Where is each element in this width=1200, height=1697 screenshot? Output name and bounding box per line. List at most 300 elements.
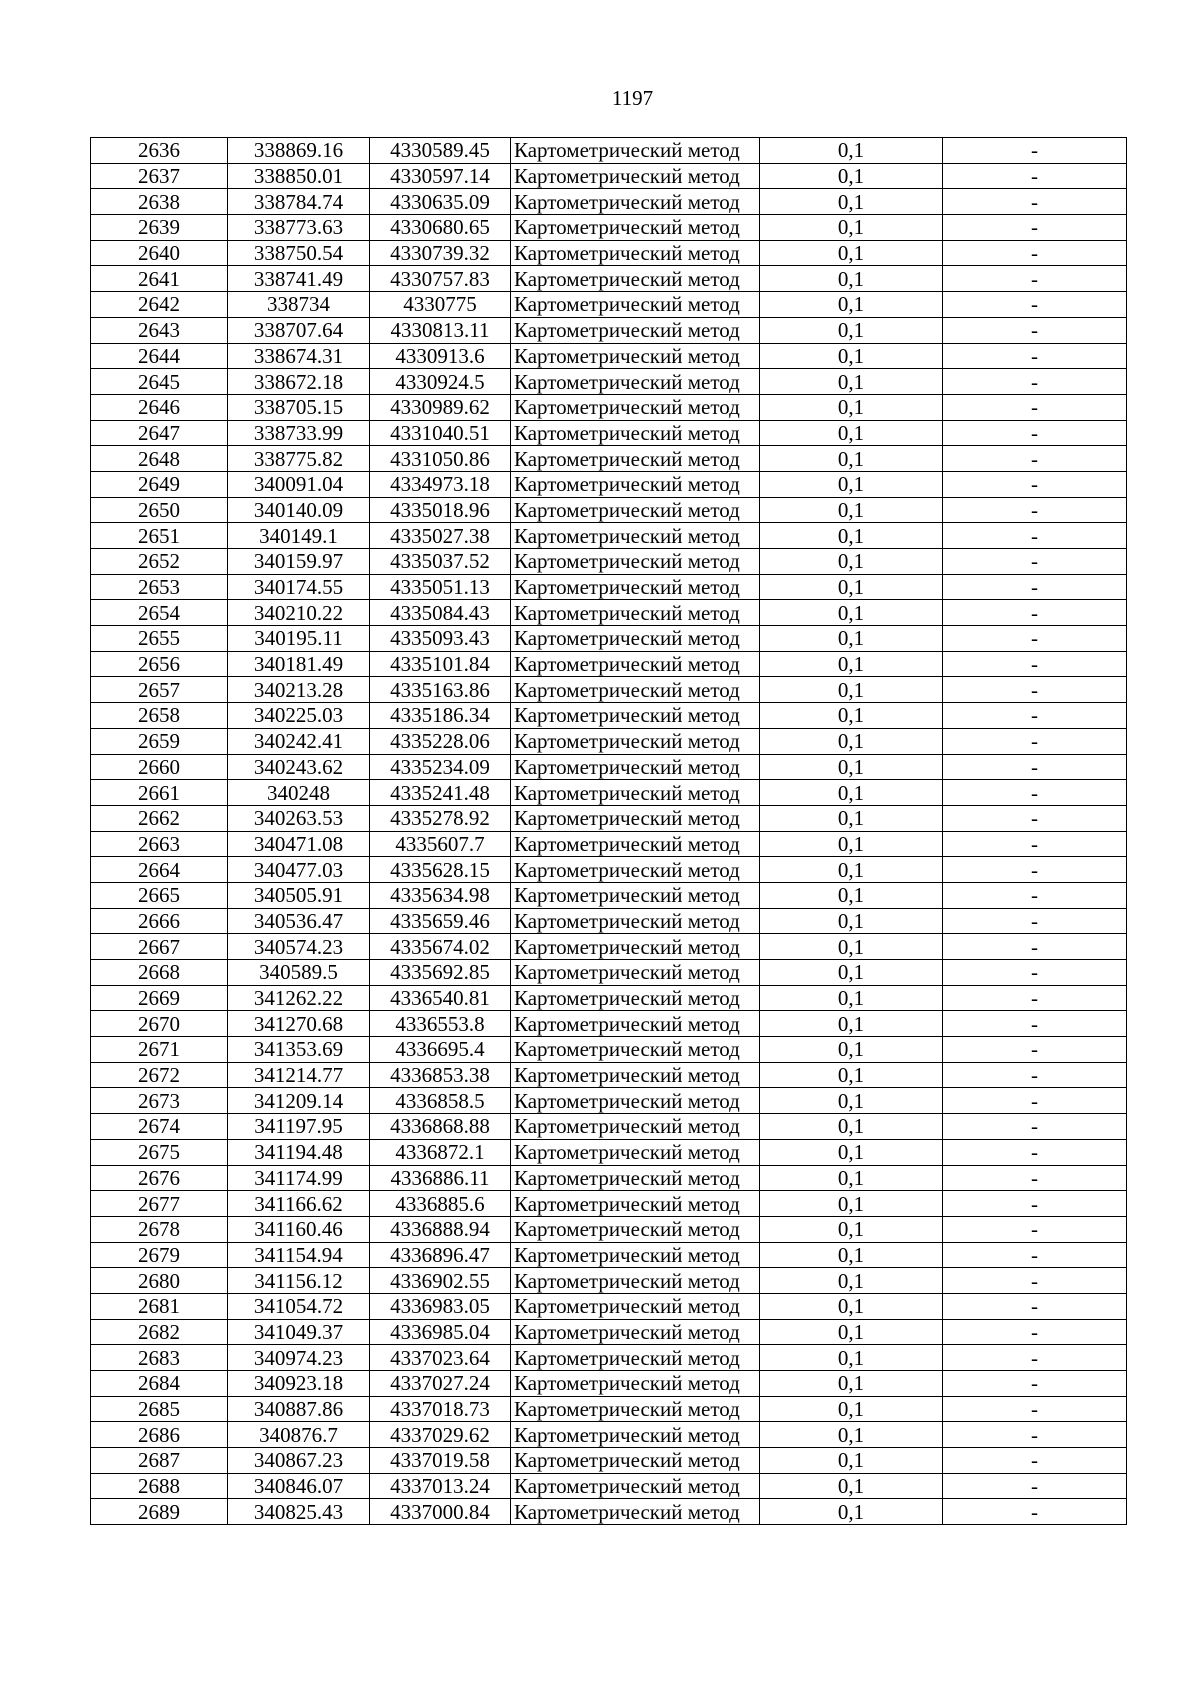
note-cell: - — [943, 857, 1127, 883]
method-cell: Картометрический метод — [511, 780, 760, 806]
y-coordinate-cell: 4337000.84 — [370, 1499, 511, 1525]
note-cell: - — [943, 882, 1127, 908]
table-row — [91, 317, 1127, 343]
x-coordinate-cell: 338705.15 — [228, 394, 370, 420]
x-coordinate-cell: 341156.12 — [228, 1268, 370, 1294]
note-cell: - — [943, 1114, 1127, 1140]
note-cell: - — [943, 446, 1127, 472]
note-cell: - — [943, 1396, 1127, 1422]
x-coordinate-cell: 341197.95 — [228, 1114, 370, 1140]
x-coordinate-cell: 340974.23 — [228, 1345, 370, 1371]
method-cell: Картометрический метод — [511, 497, 760, 523]
method-cell: Картометрический метод — [511, 1037, 760, 1063]
method-cell: Картометрический метод — [511, 446, 760, 472]
y-coordinate-cell: 4336886.11 — [370, 1165, 511, 1191]
point-number-cell: 2655 — [91, 626, 228, 652]
method-cell: Картометрический метод — [511, 1448, 760, 1474]
table-row — [91, 1422, 1127, 1448]
method-cell: Картометрический метод — [511, 1473, 760, 1499]
note-cell: - — [943, 934, 1127, 960]
table-row — [91, 163, 1127, 189]
point-number-cell: 2638 — [91, 189, 228, 215]
y-coordinate-cell: 4330635.09 — [370, 189, 511, 215]
method-cell: Картометрический метод — [511, 549, 760, 575]
note-cell: - — [943, 1062, 1127, 1088]
accuracy-cell: 0,1 — [760, 882, 943, 908]
point-number-cell: 2679 — [91, 1242, 228, 1268]
point-number-cell: 2645 — [91, 369, 228, 395]
accuracy-cell: 0,1 — [760, 780, 943, 806]
x-coordinate-cell: 340263.53 — [228, 805, 370, 831]
note-cell: - — [943, 471, 1127, 497]
method-cell: Картометрический метод — [511, 1062, 760, 1088]
x-coordinate-cell: 338741.49 — [228, 266, 370, 292]
accuracy-cell: 0,1 — [760, 1037, 943, 1063]
x-coordinate-cell: 341270.68 — [228, 1011, 370, 1037]
accuracy-cell: 0,1 — [760, 1345, 943, 1371]
accuracy-cell: 0,1 — [760, 420, 943, 446]
y-coordinate-cell: 4335027.38 — [370, 523, 511, 549]
note-cell: - — [943, 1371, 1127, 1397]
y-coordinate-cell: 4335051.13 — [370, 574, 511, 600]
point-number-cell: 2685 — [91, 1396, 228, 1422]
note-cell: - — [943, 394, 1127, 420]
y-coordinate-cell: 4337019.58 — [370, 1448, 511, 1474]
point-number-cell: 2671 — [91, 1037, 228, 1063]
note-cell: - — [943, 240, 1127, 266]
y-coordinate-cell: 4335018.96 — [370, 497, 511, 523]
page-number: 1197 — [611, 86, 654, 110]
method-cell: Картометрический метод — [511, 292, 760, 318]
y-coordinate-cell: 4336553.8 — [370, 1011, 511, 1037]
table-row — [91, 1345, 1127, 1371]
table-row — [91, 549, 1127, 575]
table-row — [91, 1473, 1127, 1499]
y-coordinate-cell: 4330589.45 — [370, 138, 511, 164]
note-cell: - — [943, 215, 1127, 241]
point-number-cell: 2651 — [91, 523, 228, 549]
y-coordinate-cell: 4335163.86 — [370, 677, 511, 703]
point-number-cell: 2659 — [91, 728, 228, 754]
method-cell: Картометрический метод — [511, 1396, 760, 1422]
x-coordinate-cell: 340471.08 — [228, 831, 370, 857]
accuracy-cell: 0,1 — [760, 677, 943, 703]
table-row — [91, 574, 1127, 600]
y-coordinate-cell: 4336540.81 — [370, 985, 511, 1011]
x-coordinate-cell: 340242.41 — [228, 728, 370, 754]
method-cell: Картометрический метод — [511, 1319, 760, 1345]
accuracy-cell: 0,1 — [760, 1062, 943, 1088]
note-cell: - — [943, 163, 1127, 189]
point-number-cell: 2687 — [91, 1448, 228, 1474]
x-coordinate-cell: 340181.49 — [228, 651, 370, 677]
x-coordinate-cell: 340149.1 — [228, 523, 370, 549]
table-row — [91, 703, 1127, 729]
x-coordinate-cell: 341160.46 — [228, 1216, 370, 1242]
note-cell: - — [943, 317, 1127, 343]
accuracy-cell: 0,1 — [760, 189, 943, 215]
table-row — [91, 1165, 1127, 1191]
method-cell: Картометрический метод — [511, 1422, 760, 1448]
y-coordinate-cell: 4336983.05 — [370, 1293, 511, 1319]
x-coordinate-cell: 340574.23 — [228, 934, 370, 960]
accuracy-cell: 0,1 — [760, 1165, 943, 1191]
note-cell: - — [943, 1216, 1127, 1242]
y-coordinate-cell: 4330757.83 — [370, 266, 511, 292]
note-cell: - — [943, 728, 1127, 754]
note-cell: - — [943, 908, 1127, 934]
y-coordinate-cell: 4336985.04 — [370, 1319, 511, 1345]
note-cell: - — [943, 1473, 1127, 1499]
point-number-cell: 2688 — [91, 1473, 228, 1499]
accuracy-cell: 0,1 — [760, 1191, 943, 1217]
y-coordinate-cell: 4337018.73 — [370, 1396, 511, 1422]
table-row — [91, 1448, 1127, 1474]
x-coordinate-cell: 338750.54 — [228, 240, 370, 266]
note-cell: - — [943, 985, 1127, 1011]
point-number-cell: 2668 — [91, 960, 228, 986]
accuracy-cell: 0,1 — [760, 369, 943, 395]
accuracy-cell: 0,1 — [760, 215, 943, 241]
table-row — [91, 343, 1127, 369]
table-row — [91, 1242, 1127, 1268]
accuracy-cell: 0,1 — [760, 394, 943, 420]
table-row — [91, 960, 1127, 986]
accuracy-cell: 0,1 — [760, 626, 943, 652]
accuracy-cell: 0,1 — [760, 446, 943, 472]
point-number-cell: 2656 — [91, 651, 228, 677]
y-coordinate-cell: 4337029.62 — [370, 1422, 511, 1448]
x-coordinate-cell: 340091.04 — [228, 471, 370, 497]
point-number-cell: 2640 — [91, 240, 228, 266]
table-row — [91, 805, 1127, 831]
point-number-cell: 2642 — [91, 292, 228, 318]
table-row — [91, 394, 1127, 420]
method-cell: Картометрический метод — [511, 1499, 760, 1525]
point-number-cell: 2672 — [91, 1062, 228, 1088]
point-number-cell: 2667 — [91, 934, 228, 960]
table-row — [91, 1216, 1127, 1242]
table-row — [91, 240, 1127, 266]
point-number-cell: 2662 — [91, 805, 228, 831]
table-row — [91, 1293, 1127, 1319]
note-cell: - — [943, 1088, 1127, 1114]
accuracy-cell: 0,1 — [760, 1088, 943, 1114]
x-coordinate-cell: 341054.72 — [228, 1293, 370, 1319]
note-cell: - — [943, 420, 1127, 446]
x-coordinate-cell: 341166.62 — [228, 1191, 370, 1217]
method-cell: Картометрический метод — [511, 163, 760, 189]
method-cell: Картометрический метод — [511, 651, 760, 677]
y-coordinate-cell: 4337013.24 — [370, 1473, 511, 1499]
note-cell: - — [943, 523, 1127, 549]
y-coordinate-cell: 4336872.1 — [370, 1139, 511, 1165]
y-coordinate-cell: 4334973.18 — [370, 471, 511, 497]
note-cell: - — [943, 1345, 1127, 1371]
y-coordinate-cell: 4335234.09 — [370, 754, 511, 780]
method-cell: Картометрический метод — [511, 1088, 760, 1114]
note-cell: - — [943, 805, 1127, 831]
table-row — [91, 446, 1127, 472]
x-coordinate-cell: 338773.63 — [228, 215, 370, 241]
table-row — [91, 266, 1127, 292]
accuracy-cell: 0,1 — [760, 523, 943, 549]
y-coordinate-cell: 4331040.51 — [370, 420, 511, 446]
x-coordinate-cell: 341154.94 — [228, 1242, 370, 1268]
table-row — [91, 189, 1127, 215]
note-cell: - — [943, 831, 1127, 857]
method-cell: Картометрический метод — [511, 523, 760, 549]
point-number-cell: 2652 — [91, 549, 228, 575]
table-row — [91, 1139, 1127, 1165]
note-cell: - — [943, 1293, 1127, 1319]
note-cell: - — [943, 1242, 1127, 1268]
method-cell: Картометрический метод — [511, 754, 760, 780]
x-coordinate-cell: 340505.91 — [228, 882, 370, 908]
note-cell: - — [943, 266, 1127, 292]
accuracy-cell: 0,1 — [760, 651, 943, 677]
accuracy-cell: 0,1 — [760, 600, 943, 626]
table-row — [91, 934, 1127, 960]
accuracy-cell: 0,1 — [760, 831, 943, 857]
x-coordinate-cell: 340213.28 — [228, 677, 370, 703]
table-row — [91, 754, 1127, 780]
accuracy-cell: 0,1 — [760, 1499, 943, 1525]
point-number-cell: 2680 — [91, 1268, 228, 1294]
y-coordinate-cell: 4337027.24 — [370, 1371, 511, 1397]
y-coordinate-cell: 4335692.85 — [370, 960, 511, 986]
accuracy-cell: 0,1 — [760, 1319, 943, 1345]
note-cell: - — [943, 780, 1127, 806]
x-coordinate-cell: 340846.07 — [228, 1473, 370, 1499]
accuracy-cell: 0,1 — [760, 1011, 943, 1037]
x-coordinate-cell: 340174.55 — [228, 574, 370, 600]
x-coordinate-cell: 338850.01 — [228, 163, 370, 189]
x-coordinate-cell: 340195.11 — [228, 626, 370, 652]
point-number-cell: 2670 — [91, 1011, 228, 1037]
point-number-cell: 2674 — [91, 1114, 228, 1140]
x-coordinate-cell: 338775.82 — [228, 446, 370, 472]
y-coordinate-cell: 4330924.5 — [370, 369, 511, 395]
accuracy-cell: 0,1 — [760, 754, 943, 780]
accuracy-cell: 0,1 — [760, 1242, 943, 1268]
x-coordinate-cell: 338674.31 — [228, 343, 370, 369]
x-coordinate-cell: 340243.62 — [228, 754, 370, 780]
point-number-cell: 2683 — [91, 1345, 228, 1371]
method-cell: Картометрический метод — [511, 934, 760, 960]
x-coordinate-cell: 340140.09 — [228, 497, 370, 523]
y-coordinate-cell: 4335659.46 — [370, 908, 511, 934]
table-row — [91, 215, 1127, 241]
accuracy-cell: 0,1 — [760, 703, 943, 729]
method-cell: Картометрический метод — [511, 908, 760, 934]
note-cell: - — [943, 574, 1127, 600]
method-cell: Картометрический метод — [511, 831, 760, 857]
table-row — [91, 985, 1127, 1011]
table-row — [91, 651, 1127, 677]
y-coordinate-cell: 4330680.65 — [370, 215, 511, 241]
x-coordinate-cell: 341049.37 — [228, 1319, 370, 1345]
table-row — [91, 728, 1127, 754]
accuracy-cell: 0,1 — [760, 908, 943, 934]
accuracy-cell: 0,1 — [760, 960, 943, 986]
note-cell: - — [943, 1191, 1127, 1217]
point-number-cell: 2686 — [91, 1422, 228, 1448]
table-row — [91, 626, 1127, 652]
point-number-cell: 2648 — [91, 446, 228, 472]
method-cell: Картометрический метод — [511, 1191, 760, 1217]
table-row — [91, 1396, 1127, 1422]
method-cell: Картометрический метод — [511, 626, 760, 652]
method-cell: Картометрический метод — [511, 857, 760, 883]
y-coordinate-cell: 4330913.6 — [370, 343, 511, 369]
method-cell: Картометрический метод — [511, 677, 760, 703]
point-number-cell: 2658 — [91, 703, 228, 729]
x-coordinate-cell: 341353.69 — [228, 1037, 370, 1063]
y-coordinate-cell: 4330739.32 — [370, 240, 511, 266]
point-number-cell: 2675 — [91, 1139, 228, 1165]
y-coordinate-cell: 4336888.94 — [370, 1216, 511, 1242]
note-cell: - — [943, 754, 1127, 780]
point-number-cell: 2641 — [91, 266, 228, 292]
accuracy-cell: 0,1 — [760, 1473, 943, 1499]
method-cell: Картометрический метод — [511, 317, 760, 343]
note-cell: - — [943, 1165, 1127, 1191]
coordinates-table — [90, 137, 1127, 1525]
y-coordinate-cell: 4336902.55 — [370, 1268, 511, 1294]
note-cell: - — [943, 1499, 1127, 1525]
note-cell: - — [943, 651, 1127, 677]
method-cell: Картометрический метод — [511, 240, 760, 266]
note-cell: - — [943, 703, 1127, 729]
x-coordinate-cell: 341262.22 — [228, 985, 370, 1011]
point-number-cell: 2637 — [91, 163, 228, 189]
method-cell: Картометрический метод — [511, 703, 760, 729]
note-cell: - — [943, 1448, 1127, 1474]
note-cell: - — [943, 549, 1127, 575]
note-cell: - — [943, 1319, 1127, 1345]
table-row — [91, 292, 1127, 318]
x-coordinate-cell: 340867.23 — [228, 1448, 370, 1474]
method-cell: Картометрический метод — [511, 1011, 760, 1037]
x-coordinate-cell: 340248 — [228, 780, 370, 806]
x-coordinate-cell: 338672.18 — [228, 369, 370, 395]
accuracy-cell: 0,1 — [760, 1114, 943, 1140]
table-row — [91, 831, 1127, 857]
x-coordinate-cell: 341214.77 — [228, 1062, 370, 1088]
point-number-cell: 2681 — [91, 1293, 228, 1319]
accuracy-cell: 0,1 — [760, 549, 943, 575]
x-coordinate-cell: 340887.86 — [228, 1396, 370, 1422]
point-number-cell: 2650 — [91, 497, 228, 523]
point-number-cell: 2653 — [91, 574, 228, 600]
table-row — [91, 1371, 1127, 1397]
method-cell: Картометрический метод — [511, 1345, 760, 1371]
table-row — [91, 523, 1127, 549]
accuracy-cell: 0,1 — [760, 857, 943, 883]
x-coordinate-cell: 341174.99 — [228, 1165, 370, 1191]
y-coordinate-cell: 4330597.14 — [370, 163, 511, 189]
y-coordinate-cell: 4336868.88 — [370, 1114, 511, 1140]
method-cell: Картометрический метод — [511, 189, 760, 215]
point-number-cell: 2677 — [91, 1191, 228, 1217]
method-cell: Картометрический метод — [511, 960, 760, 986]
note-cell: - — [943, 1139, 1127, 1165]
table-row — [91, 497, 1127, 523]
method-cell: Картометрический метод — [511, 574, 760, 600]
note-cell: - — [943, 497, 1127, 523]
y-coordinate-cell: 4331050.86 — [370, 446, 511, 472]
method-cell: Картометрический метод — [511, 805, 760, 831]
y-coordinate-cell: 4336853.38 — [370, 1062, 511, 1088]
x-coordinate-cell: 340923.18 — [228, 1371, 370, 1397]
x-coordinate-cell: 340536.47 — [228, 908, 370, 934]
table-row — [91, 471, 1127, 497]
note-cell: - — [943, 369, 1127, 395]
point-number-cell: 2669 — [91, 985, 228, 1011]
method-cell: Картометрический метод — [511, 343, 760, 369]
point-number-cell: 2664 — [91, 857, 228, 883]
method-cell: Картометрический метод — [511, 1139, 760, 1165]
table-body — [91, 138, 1127, 1525]
table-row — [91, 1114, 1127, 1140]
x-coordinate-cell: 340825.43 — [228, 1499, 370, 1525]
point-number-cell: 2673 — [91, 1088, 228, 1114]
note-cell: - — [943, 138, 1127, 164]
point-number-cell: 2646 — [91, 394, 228, 420]
accuracy-cell: 0,1 — [760, 1422, 943, 1448]
table-row — [91, 600, 1127, 626]
accuracy-cell: 0,1 — [760, 497, 943, 523]
x-coordinate-cell: 340159.97 — [228, 549, 370, 575]
note-cell: - — [943, 1037, 1127, 1063]
y-coordinate-cell: 4335093.43 — [370, 626, 511, 652]
accuracy-cell: 0,1 — [760, 240, 943, 266]
note-cell: - — [943, 1268, 1127, 1294]
accuracy-cell: 0,1 — [760, 471, 943, 497]
accuracy-cell: 0,1 — [760, 292, 943, 318]
y-coordinate-cell: 4335186.34 — [370, 703, 511, 729]
y-coordinate-cell: 4330989.62 — [370, 394, 511, 420]
accuracy-cell: 0,1 — [760, 163, 943, 189]
method-cell: Картометрический метод — [511, 985, 760, 1011]
table-row — [91, 1319, 1127, 1345]
accuracy-cell: 0,1 — [760, 805, 943, 831]
point-number-cell: 2660 — [91, 754, 228, 780]
note-cell: - — [943, 343, 1127, 369]
accuracy-cell: 0,1 — [760, 574, 943, 600]
x-coordinate-cell: 340589.5 — [228, 960, 370, 986]
y-coordinate-cell: 4330813.11 — [370, 317, 511, 343]
y-coordinate-cell: 4335037.52 — [370, 549, 511, 575]
x-coordinate-cell: 340210.22 — [228, 600, 370, 626]
table-row — [91, 1499, 1127, 1525]
y-coordinate-cell: 4336695.4 — [370, 1037, 511, 1063]
accuracy-cell: 0,1 — [760, 317, 943, 343]
method-cell: Картометрический метод — [511, 420, 760, 446]
y-coordinate-cell: 4336885.6 — [370, 1191, 511, 1217]
method-cell: Картометрический метод — [511, 138, 760, 164]
point-number-cell: 2689 — [91, 1499, 228, 1525]
x-coordinate-cell: 338734 — [228, 292, 370, 318]
note-cell: - — [943, 292, 1127, 318]
accuracy-cell: 0,1 — [760, 728, 943, 754]
table-row — [91, 1191, 1127, 1217]
table-row — [91, 1268, 1127, 1294]
note-cell: - — [943, 189, 1127, 215]
accuracy-cell: 0,1 — [760, 1448, 943, 1474]
y-coordinate-cell: 4336896.47 — [370, 1242, 511, 1268]
